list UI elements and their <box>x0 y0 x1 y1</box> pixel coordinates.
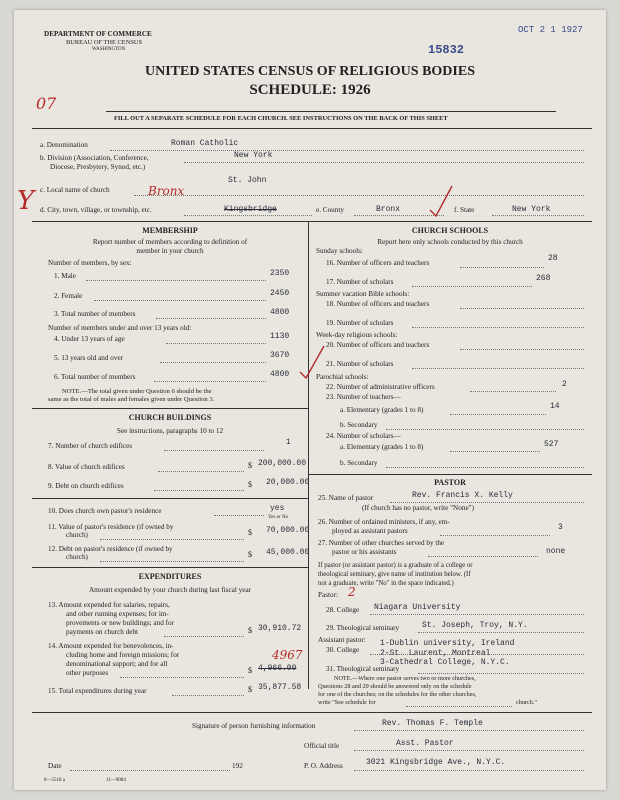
q15-label: 15. Total expenditures during year <box>48 687 147 695</box>
q22-label: 22. Number of administrative officers <box>326 383 435 391</box>
buildings-heading: CHURCH BUILDINGS <box>128 413 212 422</box>
q9-label: 9. Debt on church edifices <box>48 482 124 490</box>
bureau-label: BUREAU OF THE CENSUS <box>66 39 143 46</box>
date-stamp: OCT 2 1 1927 <box>518 25 583 35</box>
pastor-note-3: for one of the churches; on the schedules for the other churches, <box>318 691 477 698</box>
city-value: Kingsbridge <box>224 205 277 214</box>
red-check-mark-2 <box>296 342 328 382</box>
instruction-line: FILL OUT A SEPARATE SCHEDULE FOR EACH CHURCH. SEE INSTRUCTIONS ON THE BACK OF THIS SHEET <box>114 115 448 122</box>
q1-label: 1. Male <box>54 272 76 280</box>
county-label: e. County <box>316 206 344 214</box>
membership-intro-1: Report number of members according to definition of <box>92 238 248 246</box>
membership-note-1: NOTE.—The total given under Question 6 should be the <box>62 388 212 395</box>
q18-label: 18. Number of officers and teachers <box>326 300 430 308</box>
denomination-label: a. Denomination <box>40 141 88 149</box>
margin-mark: Y <box>17 186 35 216</box>
q30-value-1: 1-Dublin university, Ireland <box>380 639 515 648</box>
q14-line-2: cluding home and foreign missions; for <box>66 651 180 659</box>
q11-dollar: $ <box>248 528 252 537</box>
q11-label-2: church) <box>66 531 88 539</box>
weekday-label: Week-day religious schools: <box>316 331 398 339</box>
q14-line-3: denominational support; and for all <box>66 660 168 668</box>
q3-value: 4800 <box>270 308 290 317</box>
header-rule <box>32 128 592 129</box>
q23-label: 23. Number of teachers— <box>326 393 401 401</box>
q24a-label: a. Elementary (grades 1 to 8) <box>340 443 424 451</box>
q23a-value: 14 <box>550 402 560 411</box>
q26-label: 26. Number of ordained ministers, if any, em- <box>318 518 450 526</box>
q13-line-4: payments on church debt <box>66 628 139 636</box>
schools-heading: CHURCH SCHOOLS <box>411 226 489 235</box>
q13-line-3: provements or new buildings; and for <box>66 619 174 627</box>
year-label: 192 <box>232 762 243 770</box>
signature-value: Rev. Thomas F. Temple <box>382 719 483 728</box>
pastor-handwritten-2: 2 <box>348 585 356 599</box>
department-label: DEPARTMENT OF COMMERCE <box>44 30 152 38</box>
division-label-2: Diocese, Presbytery, Synod, etc.) <box>50 163 146 171</box>
column-divider <box>308 221 309 689</box>
yes-no-caption: Yes or No <box>268 515 289 520</box>
buildings-sub: See instructions, paragraphs 10 to 12 <box>116 427 224 435</box>
q27-label-2: pastor or his assistants <box>332 548 397 556</box>
summer-label: Summer vacation Bible schools: <box>316 290 410 298</box>
pastor-heading: PASTOR <box>434 478 466 487</box>
q14-value: 4,966.00 <box>258 664 297 673</box>
q12-label: 12. Debt on pastor's residence (if owned by <box>48 545 173 553</box>
parochial-label: Parochial schools: <box>316 373 369 381</box>
age-label: Number of members under and over 13 years old: <box>48 324 192 332</box>
q8-label: 8. Value of church edifices <box>48 463 125 471</box>
q8-dollar: $ <box>248 461 252 470</box>
q3-label: 3. Total number of members <box>54 310 136 318</box>
pastor-note-1: NOTE.—Where one pastor serves two or more churches, <box>334 675 476 682</box>
state-label: f. State <box>454 206 475 214</box>
q13-value: 30,910.72 <box>258 624 302 633</box>
expenditures-heading: EXPENDITURES <box>138 572 202 581</box>
handwritten-code: 07 <box>36 94 57 113</box>
q23b-label: b. Secondary <box>340 421 378 429</box>
q17-label: 17. Number of scholars <box>326 278 394 286</box>
q14-line-1: 14. Amount expended for benevolences, in- <box>48 642 174 650</box>
title-rule <box>106 111 556 112</box>
assistant-label: Assistant pastor: <box>318 636 366 644</box>
q4-value: 1130 <box>270 332 290 341</box>
city-label: WASHINGTON <box>92 47 126 52</box>
q12-label-2: church) <box>66 553 88 561</box>
q30-label: 30. College <box>326 646 360 654</box>
graduate-note-2: theological seminary, give name of institution below. (If <box>318 571 471 578</box>
q10-value: yes <box>270 504 285 513</box>
q7-value: 1 <box>286 438 291 447</box>
official-title-label: Official title <box>304 742 340 750</box>
q2-value: 2450 <box>270 289 290 298</box>
q9-dollar: $ <box>248 480 252 489</box>
q24b-label: b. Secondary <box>340 459 378 467</box>
q16-value: 28 <box>548 254 558 263</box>
q31-label: 31. Theological seminary <box>326 665 400 673</box>
church-name-label: c. Local name of church <box>40 186 110 194</box>
q30-value-2: 2-St. Laurent, Montreal <box>380 649 491 658</box>
schedule-title: SCHEDULE: 1926 <box>249 82 371 98</box>
official-title-value: Asst. Pastor <box>396 739 454 748</box>
membership-intro-2: member in your church <box>136 247 204 255</box>
division-value: New York <box>234 151 273 160</box>
q19-label: 19. Number of scholars <box>326 319 394 327</box>
state-value: New York <box>512 205 551 214</box>
q5-value: 3670 <box>270 351 290 360</box>
q23a-label: a. Elementary (grades 1 to 8) <box>340 406 424 414</box>
handwritten-bronx: Bronx <box>148 184 185 198</box>
pastor-note-5: church." <box>516 699 537 706</box>
q26-value: 3 <box>558 523 563 532</box>
q12-value: 45,000.00 <box>266 548 310 557</box>
form-number: 8—5518 a <box>44 778 65 783</box>
pastor-note-4: write "See schedule for <box>318 699 376 706</box>
q4-label: 4. Under 13 years of age <box>54 335 125 343</box>
graduate-note-3: not a graduate, write "No" in the space indicated.) <box>318 580 454 587</box>
q6-label: 6. Total number of members <box>54 373 136 381</box>
q1-value: 2350 <box>270 269 290 278</box>
expenditures-sub: Amount expended by your church during last fiscal year <box>88 586 252 594</box>
q17-value: 268 <box>536 274 551 283</box>
q11-value: 70,000.00 <box>266 526 310 535</box>
q16-label: 16. Number of officers and teachers <box>326 259 430 267</box>
q5-label: 5. 13 years old and over <box>54 354 124 362</box>
q14-dollar: $ <box>248 666 252 675</box>
pastor-label: Pastor: <box>318 591 338 599</box>
form-title: UNITED STATES CENSUS OF RELIGIOUS BODIES <box>144 64 475 79</box>
division-label: b. Division (Association, Conference, <box>40 154 149 162</box>
city-label-d: d. City, town, village, or township, etc. <box>40 206 152 214</box>
signature-label: Signature of person furnishing information <box>192 722 316 730</box>
q28-label: 28. College <box>326 606 360 614</box>
q15-value: 35,877.58 <box>258 683 302 692</box>
denomination-value: Roman Catholic <box>171 139 239 148</box>
q14-line-4: other purposes <box>66 669 109 677</box>
q9-value: 20,000.00 <box>266 478 310 487</box>
red-check-mark <box>426 182 456 218</box>
q29-label: 29. Theological seminary <box>326 624 400 632</box>
date-label: Date <box>48 762 62 770</box>
q12-dollar: $ <box>248 550 252 559</box>
pastor-note-2: Questions 28 and 29 should be answered only on the schedule <box>318 683 472 690</box>
membership-heading: MEMBERSHIP <box>142 226 198 235</box>
print-number: 11—9084 <box>106 778 126 783</box>
q8-value: 200,000.00 <box>258 459 307 468</box>
q27-label: 27. Number of other churches served by the <box>318 539 445 547</box>
q13-dollar: $ <box>248 626 252 635</box>
by-sex-label: Number of members, by sex: <box>48 259 132 267</box>
q2-label: 2. Female <box>54 292 83 300</box>
q21-label: 21. Number of scholars <box>326 360 394 368</box>
q31-value: 3-Cathedral College, N.Y.C. <box>380 658 510 667</box>
number-stamp: 15832 <box>428 43 465 57</box>
schools-intro: Report here only schools conducted by this church <box>377 238 523 246</box>
church-name-value: St. John <box>228 176 267 185</box>
q13-line-2: and other running expenses; for im- <box>66 610 169 618</box>
q15-dollar: $ <box>248 685 252 694</box>
county-value: Bronx <box>376 205 401 214</box>
census-form-page <box>14 10 606 790</box>
q13-line-1: 13. Amount expended for salaries, repairs, <box>48 601 170 609</box>
q26-label-2: ployed as assistant pastors <box>332 527 408 535</box>
q27-value: none <box>546 547 566 556</box>
q25-label: 25. Name of pastor <box>318 494 374 502</box>
q6-value: 4800 <box>270 370 290 379</box>
q29-value: St. Joseph, Troy, N.Y. <box>422 621 528 630</box>
q24-label: 24. Number of scholars— <box>326 432 401 440</box>
graduate-note-1: If pastor (or assistant pastor) is a graduate of a college or <box>318 562 473 569</box>
q25-note: (If church has no pastor, write "None") <box>362 504 474 512</box>
po-address-label: P. O. Address <box>304 762 343 770</box>
q14-handwritten: 4967 <box>272 648 303 662</box>
q7-label: 7. Number of church edifices <box>48 442 133 450</box>
q11-label: 11. Value of pastor's residence (if owned by <box>48 523 174 531</box>
q10-label: 10. Does church own pastor's residence <box>48 507 162 515</box>
q28-value: Niagara University <box>374 603 461 612</box>
po-address-value: 3021 Kingsbridge Ave., N.Y.C. <box>366 758 506 767</box>
q24a-value: 527 <box>544 440 559 449</box>
q25-value: Rev. Francis X. Kelly <box>412 491 513 500</box>
q22-value: 2 <box>562 380 567 389</box>
q20-label: 20. Number of officers and teachers <box>326 341 430 349</box>
sunday-label: Sunday schools: <box>316 247 363 255</box>
membership-note-2: same as the total of males and females given under Question 3. <box>48 396 215 403</box>
